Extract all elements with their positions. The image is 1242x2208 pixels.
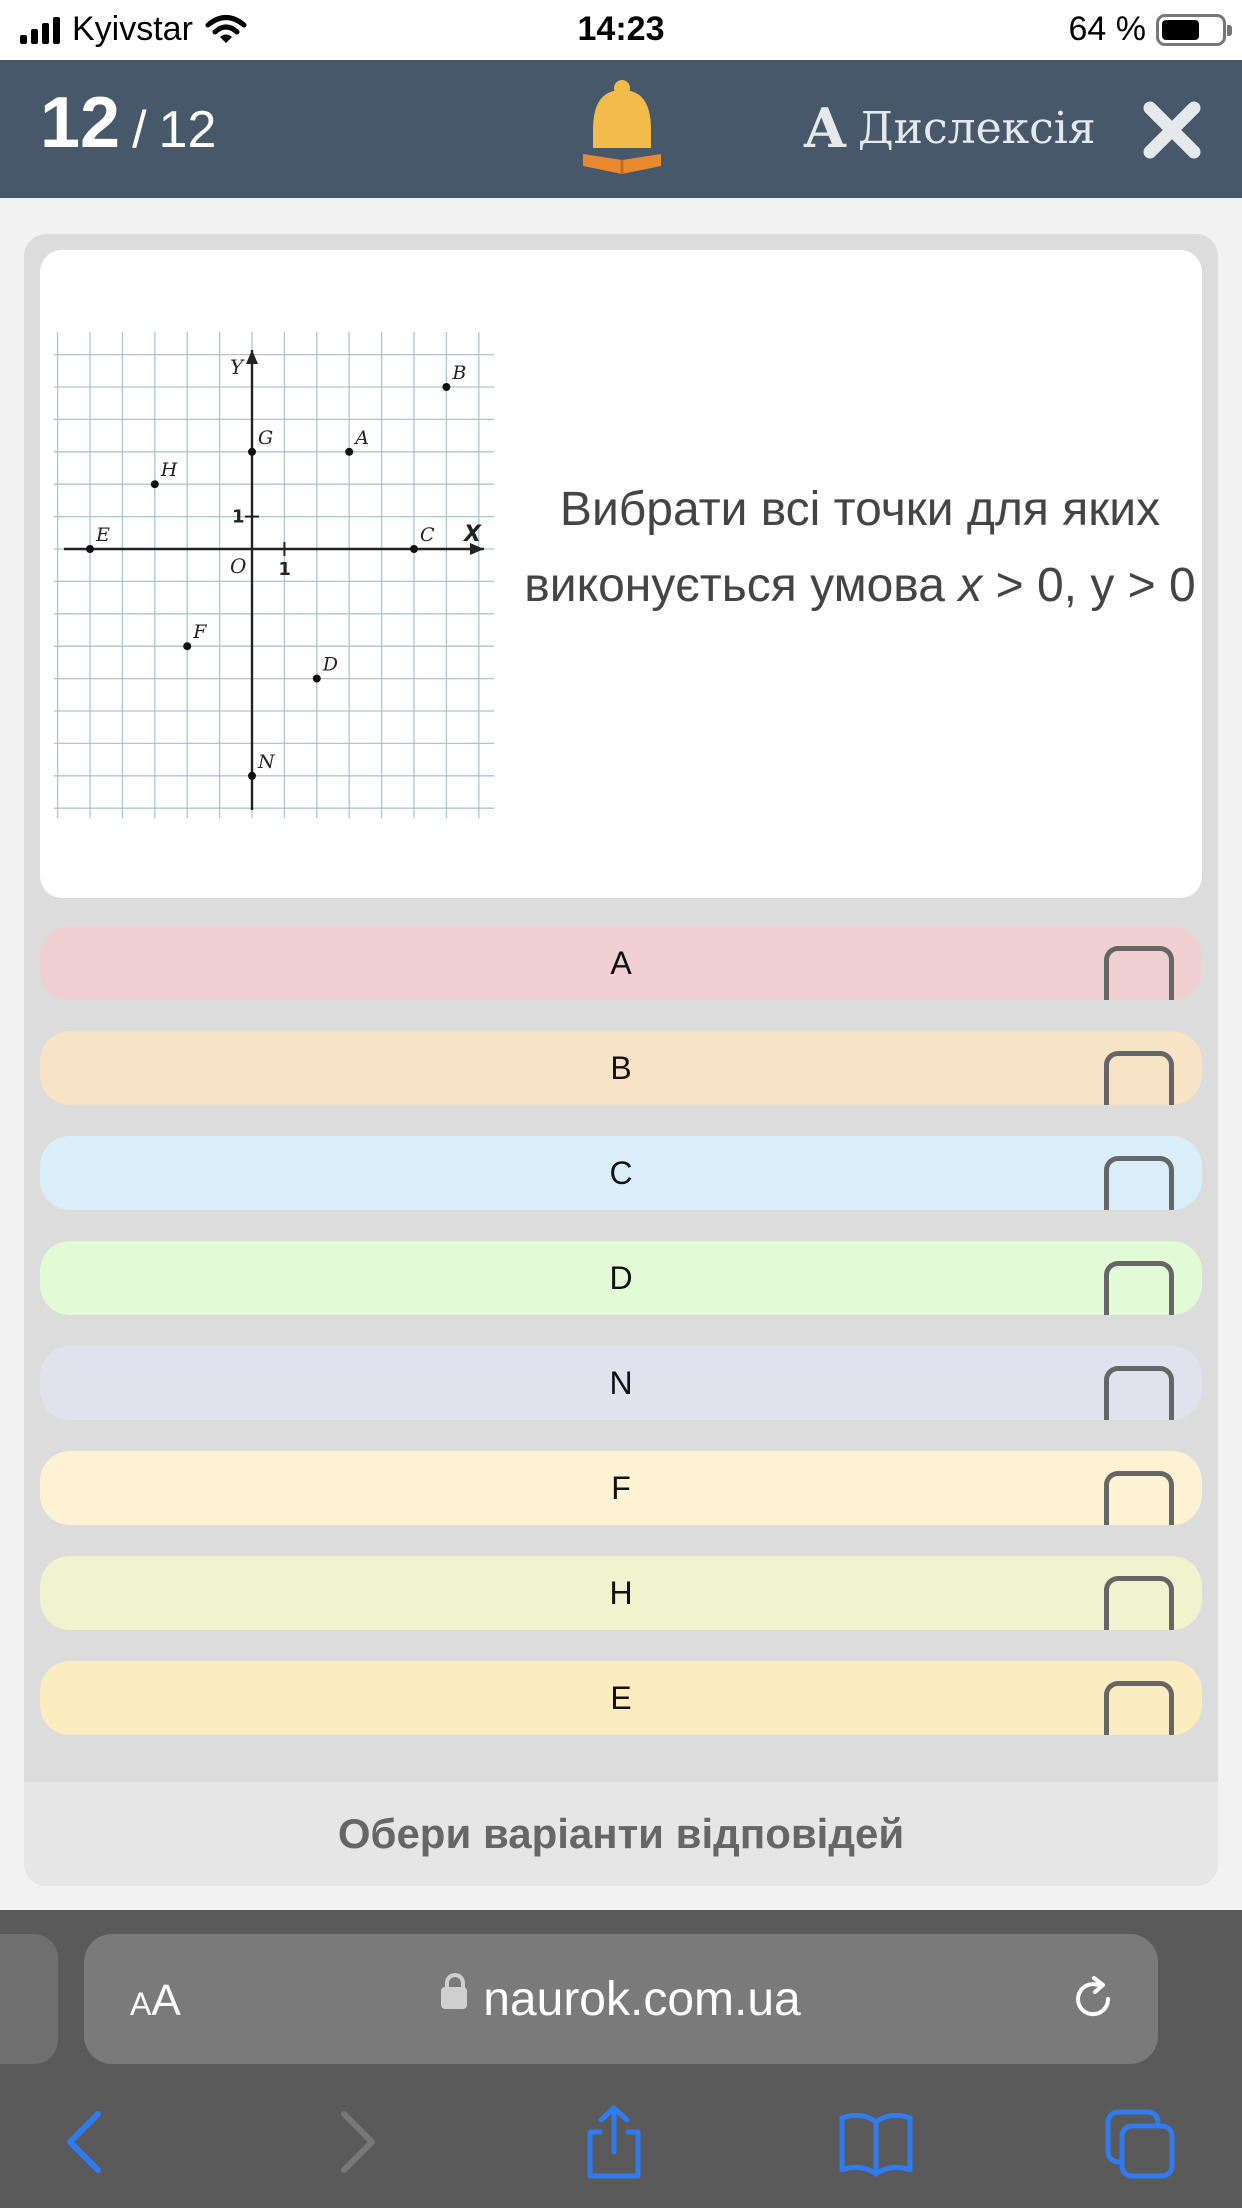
previous-tab[interactable] <box>0 1934 58 2064</box>
tabs-icon[interactable] <box>1100 2102 1180 2182</box>
graph-background <box>54 332 494 818</box>
checkbox-icon[interactable] <box>1104 1261 1174 1315</box>
answer-option-label: A <box>610 945 632 981</box>
coordinate-graph <box>54 332 494 818</box>
battery-icon <box>1156 14 1226 46</box>
point-a <box>345 448 353 456</box>
back-icon[interactable] <box>46 2102 126 2182</box>
dyslexia-toggle[interactable] <box>804 96 1096 160</box>
answer-option-label: E <box>610 1680 632 1716</box>
point-label-b: B <box>452 362 467 384</box>
y-unit-label: 1 <box>232 506 245 528</box>
point-label-e: E <box>96 524 110 546</box>
point-label-h: H <box>160 459 178 482</box>
carrier-name: Kyivstar <box>72 10 193 48</box>
question-card <box>40 250 1202 898</box>
submit-button[interactable]: Обери варіанти відповідей <box>24 1782 1218 1886</box>
checkbox-icon[interactable] <box>1104 1681 1174 1735</box>
question-text <box>520 472 1200 624</box>
close-icon[interactable] <box>1140 98 1204 162</box>
answer-option-label: C <box>609 1155 633 1191</box>
question-counter <box>40 82 216 164</box>
lock-icon <box>441 1987 467 2009</box>
browser-chrome <box>0 1910 1242 2208</box>
answer-option[interactable] <box>40 1031 1202 1105</box>
browser-toolbar <box>0 2088 1242 2198</box>
url-text: naurok.com.ua <box>483 1973 801 2026</box>
point-g <box>248 448 256 456</box>
point-h <box>151 480 159 488</box>
current-question: 12 <box>40 83 121 163</box>
bookmarks-icon[interactable] <box>836 2102 916 2182</box>
bell-icon[interactable] <box>577 78 667 182</box>
point-b <box>442 383 450 391</box>
point-label-d: D <box>322 653 339 676</box>
question-variable: x <box>958 559 983 612</box>
point-label-n: N <box>258 750 275 773</box>
answer-option[interactable] <box>40 1346 1202 1420</box>
y-axis-label: Y <box>230 355 244 379</box>
checkbox-icon[interactable] <box>1104 1051 1174 1105</box>
checkbox-icon[interactable] <box>1104 1471 1174 1525</box>
checkbox-icon[interactable] <box>1104 1576 1174 1630</box>
point-n <box>248 772 256 780</box>
address-bar[interactable] <box>84 1934 1158 2064</box>
point-label-g: G <box>258 426 274 449</box>
aa-big: A <box>151 1976 181 2025</box>
checkbox-icon[interactable] <box>1104 1366 1174 1420</box>
answer-option[interactable] <box>40 1241 1202 1315</box>
total-questions: 12 <box>158 101 217 159</box>
answer-option[interactable] <box>40 1661 1202 1735</box>
share-icon[interactable] <box>574 2102 654 2182</box>
battery-percent: 64 % <box>1068 10 1146 48</box>
point-f <box>183 642 191 650</box>
battery-fill <box>1162 20 1199 40</box>
answer-option-label: D <box>609 1260 633 1296</box>
point-c <box>410 545 418 553</box>
answer-option[interactable] <box>40 926 1202 1000</box>
status-right <box>1069 10 1227 49</box>
x-unit-label: 1 <box>278 559 291 580</box>
status-time: 14:23 <box>577 10 665 48</box>
aa-small: A <box>130 1986 152 2022</box>
checkbox-icon[interactable] <box>1104 1156 1174 1210</box>
counter-separator: / <box>132 101 147 159</box>
point-label-a: A <box>355 426 369 449</box>
question-panel <box>24 234 1218 1886</box>
point-label-c: C <box>420 524 435 546</box>
question-text-part1: Вибрати всі точки для яких виконується умова <box>524 483 1161 612</box>
answer-option-label: N <box>609 1365 633 1401</box>
answer-option[interactable] <box>40 1136 1202 1210</box>
answer-options <box>40 926 1202 1766</box>
point-d <box>313 675 321 683</box>
url-display[interactable] <box>84 1972 1158 2027</box>
reload-icon[interactable] <box>1068 1974 1118 2024</box>
origin-label: O <box>230 554 247 578</box>
point-label-f: F <box>193 621 207 644</box>
forward-icon <box>316 2102 396 2182</box>
x-axis-label: X <box>464 522 481 547</box>
answer-option[interactable] <box>40 1556 1202 1630</box>
question-text-part2: > 0, y > 0 <box>982 559 1196 612</box>
status-bar <box>0 0 1242 60</box>
dyslexia-glyph: A <box>804 96 846 160</box>
answer-option-label: F <box>611 1470 631 1506</box>
answer-option-label: B <box>610 1050 632 1086</box>
quiz-header <box>0 60 1242 198</box>
point-e <box>86 545 94 553</box>
dyslexia-label: Дислексія <box>857 102 1096 154</box>
answer-option[interactable] <box>40 1451 1202 1525</box>
checkbox-icon[interactable] <box>1104 946 1174 1000</box>
answer-option-label: H <box>609 1575 633 1611</box>
